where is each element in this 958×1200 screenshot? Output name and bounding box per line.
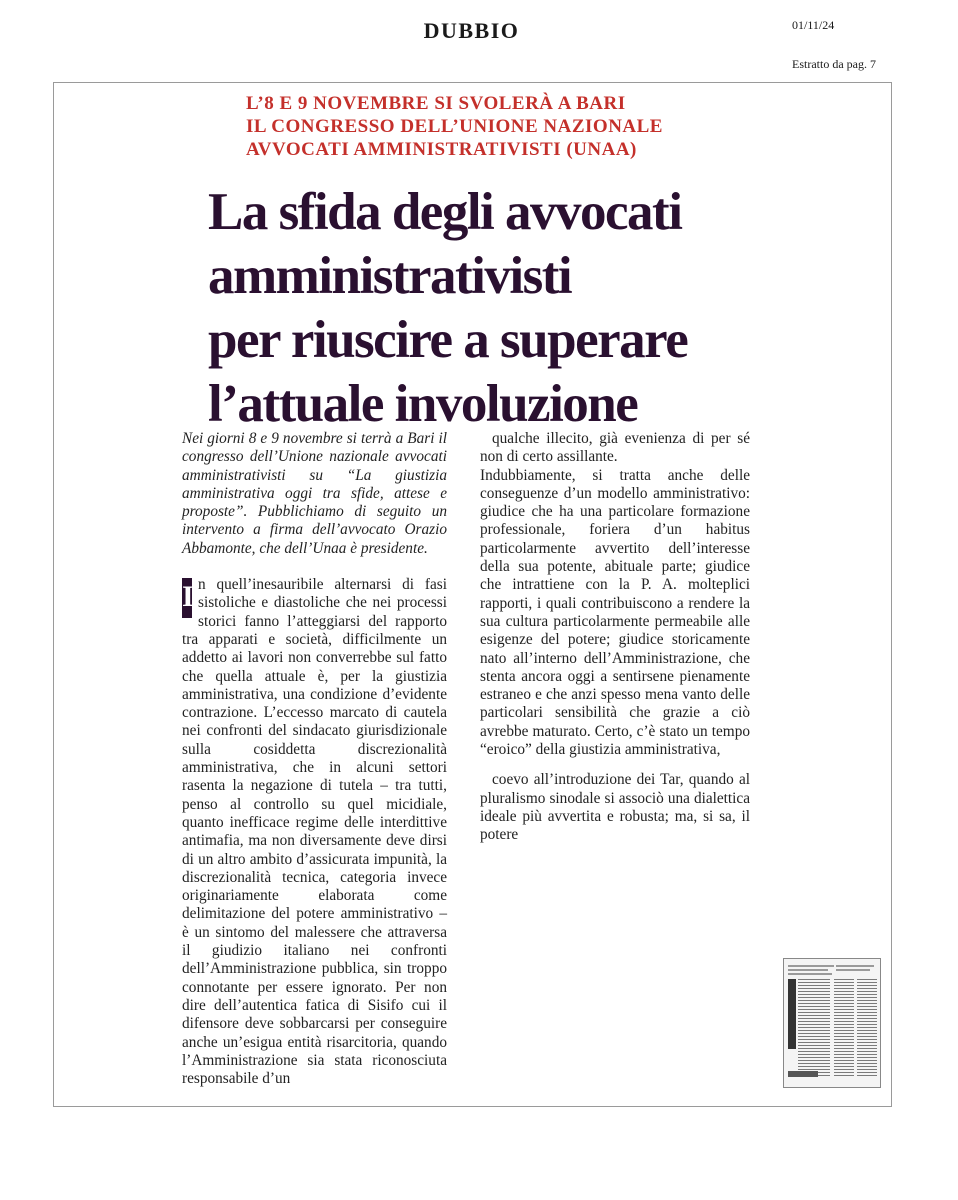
masthead: DUBBIO [423,18,520,43]
kicker-line: AVVOCATI AMMINISTRATIVISTI (UNAA) [246,139,637,160]
body-paragraph: Indubbiamente, si tratta anche delle conseguenze d’un modello amministrativo: giudice che ha una particolare formazione professionale, foriera d’un habitus particolarmente avvertito dell’interesse della sua potente, abituale parte; giudice che intrattiene con la P. A. molteplici rapporti, i quali contribuiscono a rendere la sua cultura particolarmente permeabile alle esigenze del potere; giudice storicamente nato all’interno dell’Amministrazione, che stenta ancora oggi a sentirsene pienamente estraneo e che anzi spesso mena vanto delle particolari sensibilità che grazie a ciò avrebbe maturato. Certo, c’è stato un tempo “eroico” della giustizia amministrativa, [480,466,750,759]
headline-line: l’attuale involuzione [208,375,638,433]
headline [208,180,848,436]
page-thumbnail [783,958,881,1088]
drop-cap: I [182,578,192,618]
headline-line: La sfida degli avvocati [208,183,682,241]
article-body [182,576,447,1088]
body-text: n quell’inesauribile alternarsi di fasi sistoliche e diastoliche che nei processi storici fanno l’atteggiarsi del rapporto tra apparati e società, difficilmente un addetto ai lavori non converrebbe sul fatto che quella attuale è, per la giustizia amministrativa, una condizione d’evidente contrazione. L’eccesso marcato di cautela nei confronti del sindacato giurisdizionale sulla cosiddetta discrezionalità amministrativa, che in alcuni settori rasenta la negazione di tutela – tra tutti, penso al controllo su quel micidiale, quanto inefficace regime delle interdittive antimafia, ma non diversamente deve dirsi di un altro ambito d’assicurata impunità, la discrezionalità tecnica, categoria invece originariamente elaborata come delimitazione del potere amministrativo – è un sintomo del malessere che attraversa il giudizio italiano nei confronti dell’Amministrazione pubblica, sin troppo connotante per essere ignorato. Per non dire dell’autentica fatica di Sisifo cui il difensore deve sobbarcarsi per conseguire anche un’esigua entità risarcitoria, quando l’Amministrazione sia stata riconosciuta responsabile d’un [182,576,447,1088]
kicker-line: IL CONGRESSO DELL’UNIONE NAZIONALE [246,116,663,137]
article-column-left [182,430,447,1088]
date-label: 01/11/24 [792,18,835,32]
headline-line: amministrativisti [208,247,572,305]
headline-line: per riuscire a superare [208,311,688,369]
body-paragraph: qualche illecito, già evenienza di per sé non di certo assillante. [480,430,750,466]
kicker [246,92,866,161]
kicker-line: L’8 E 9 NOVEMBRE SI SVOLERÀ A BARI [246,93,626,114]
article-column-right [480,430,750,845]
body-paragraph: coevo all’introduzione dei Tar, quando al pluralismo sinodale si associò una dialettica ideale più avvertita e robusta; ma, si sa, il potere [480,771,750,844]
extract-label: Estratto da pag. 7 [792,57,876,71]
article-intro: Nei giorni 8 e 9 novembre si terrà a Bari il congresso dell’Unione nazionale avvocati amministrativisti su “La giustizia amministrativa oggi tra sfide, attese e proposte”. Pubblichiamo di seguito un intervento a firma dell’avvocato Orazio Abbamonte, che dell’Unaa è presidente. [182,430,447,557]
